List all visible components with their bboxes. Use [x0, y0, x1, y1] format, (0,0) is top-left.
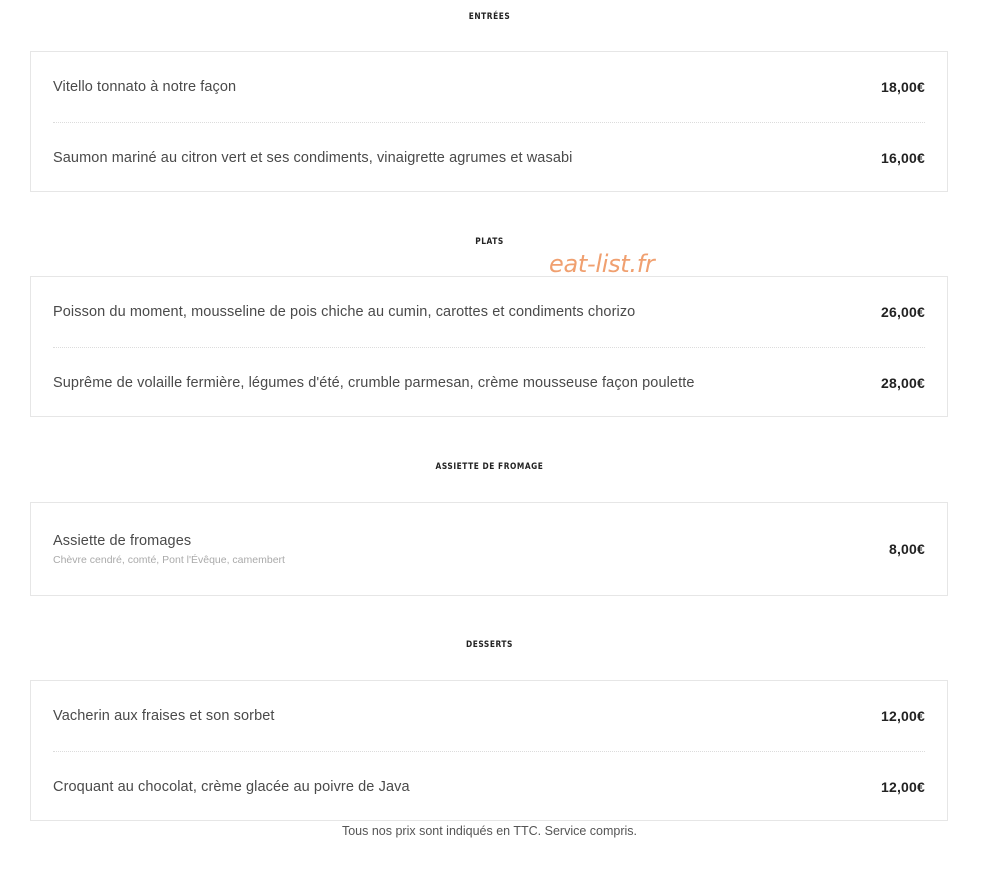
menu-card-plats: [30, 276, 948, 417]
menu-card-fromage: [30, 502, 948, 596]
section-title-fromage: ASSIETTE DE FROMAGE: [435, 462, 544, 472]
menu-item: [53, 277, 925, 347]
dish-price: 16,00€: [880, 149, 925, 166]
dish-price: 12,00€: [880, 708, 925, 724]
menu-item: [53, 122, 925, 192]
dish-price: 8,00€: [888, 541, 925, 557]
section-title-entrees: ENTRÉES: [468, 12, 511, 22]
dish-price: 26,00€: [880, 304, 925, 320]
dish-name: Croquant au chocolat, crème glacée au poivre de Java: [53, 778, 410, 795]
dish-price: 18,00€: [880, 79, 925, 95]
menu-item: [53, 681, 925, 751]
dish-name: Vitello tonnato à notre façon: [53, 79, 237, 95]
menu-item: [53, 347, 925, 417]
dish-name: Saumon mariné au citron vert et ses condiments, vinaigrette agrumes et wasabi: [53, 149, 573, 166]
menu-item: [53, 751, 925, 821]
dish-name: Assiette de fromages: [53, 532, 192, 549]
dish-name: Poisson du moment, mousseline de pois chiche au cumin, carottes et condiments chorizo: [53, 304, 636, 320]
menu-card-entrees: [30, 51, 948, 192]
section-title-plats: PLATS: [475, 237, 504, 247]
dish-info: [53, 533, 285, 566]
menu-item: [53, 52, 925, 122]
menu-card-desserts: [30, 680, 948, 821]
price-footnote: Tous nos prix sont indiqués en TTC. Service compris.: [341, 824, 638, 838]
dish-price: 28,00€: [880, 374, 925, 391]
dish-description: Chèvre cendré, comté, Pont l'Évêque, camembert: [53, 553, 285, 566]
dish-price: 12,00€: [880, 778, 925, 795]
dish-name: Vacherin aux fraises et son sorbet: [53, 708, 275, 724]
watermark-logo: eat-list.fr: [549, 250, 655, 278]
section-title-desserts: DESSERTS: [466, 640, 513, 650]
menu-item: [53, 503, 925, 595]
dish-name: Suprême de volaille fermière, légumes d'été, crumble parmesan, crème mousseuse façon poulette: [53, 374, 695, 391]
